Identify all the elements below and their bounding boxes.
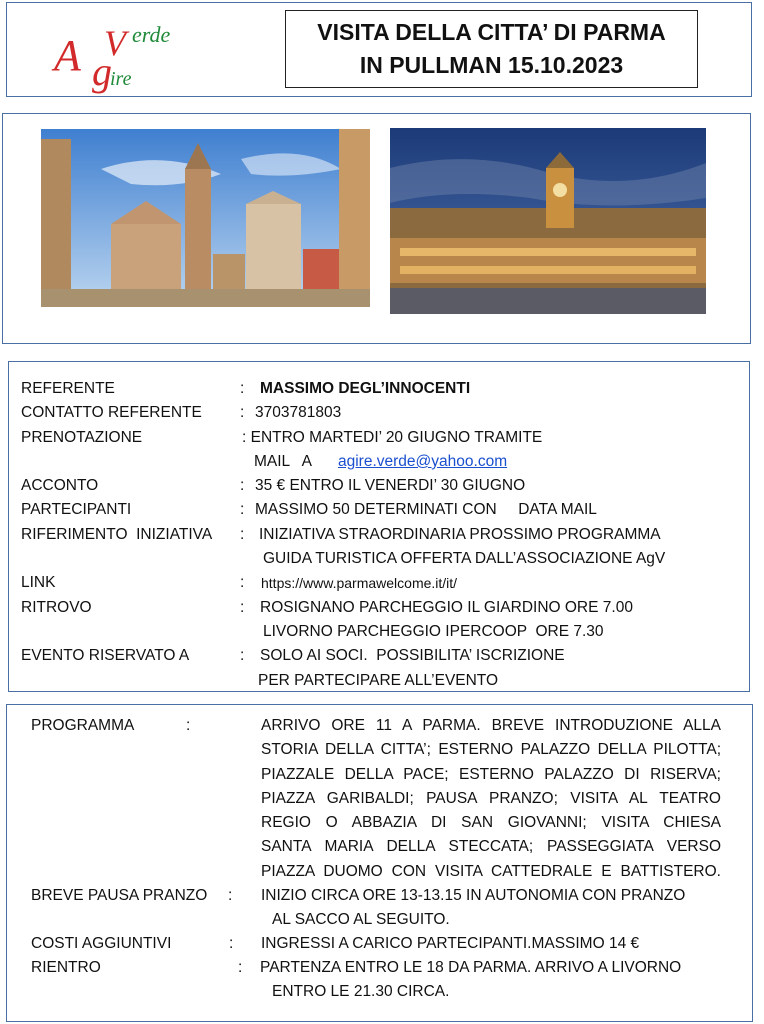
link-value[interactable]: https://www.parmawelcome.it/it/: [261, 575, 458, 592]
ritrovo-line-2: LIVORNO PARCHEGGIO IPERCOOP ORE 7.30: [263, 622, 604, 640]
logo-letter-v: V: [104, 23, 126, 63]
colon: :: [238, 959, 243, 976]
colon: :: [229, 935, 234, 952]
rientro-line-1: PARTENZA ENTRO LE 18 DA PARMA. ARRIVO A LIVORNO: [260, 959, 682, 976]
programma-label: PROGRAMMA: [31, 717, 135, 734]
logo-letter-g: g: [92, 49, 112, 94]
costi-label: COSTI AGGIUNTIVI: [31, 935, 172, 952]
programma-text: [261, 714, 721, 884]
programma-line: STORIA DELLA CITTA’; ESTERNO PALAZZO DELLA PILOTTA;: [261, 741, 721, 759]
title-line-1: VISITA DELLA CITTA’ DI PARMA: [317, 19, 666, 45]
rientro-line-2: ENTRO LE 21.30 CIRCA.: [272, 983, 450, 1000]
costi-value: INGRESSI A CARICO PARTECIPANTI.MASSIMO 14 €: [261, 935, 640, 952]
logo-text-erde: erde: [132, 22, 171, 47]
logo-text-ire: ire: [110, 68, 132, 90]
title-line-2: IN PULLMAN 15.10.2023: [359, 52, 624, 78]
referente-label: REFERENTE: [21, 380, 115, 397]
photo-cathedral-square: [41, 129, 370, 307]
logo-letter-a: A: [54, 31, 81, 80]
riferimento-line-2: GUIDA TURISTICA OFFERTA DALL’ASSOCIAZIONE AgV: [263, 550, 666, 568]
acconto-label: ACCONTO: [21, 477, 99, 495]
programma-line: PIAZZALE DELLA PACE; ESTERNO PALAZZO DI RISERVA;: [261, 765, 721, 783]
pausa-label: BREVE PAUSA PRANZO: [31, 887, 208, 904]
contatto-label: CONTATTO REFERENTE: [21, 404, 202, 422]
programma-line: PIAZZA DUOMO CON VISITA CATTEDRALE E BATTISTERO.: [261, 862, 721, 880]
evento-label: EVENTO RISERVATO A: [21, 647, 190, 665]
acconto-value: 35 € ENTRO IL VENERDI’ 30 GIUGNO: [255, 477, 526, 495]
prenotazione-mail-prefix: MAIL A: [254, 452, 313, 470]
programma-line: REGIO O ABBAZIA DI SAN GIOVANNI; VISITA CHIESA: [261, 814, 721, 832]
evento-line-1: SOLO AI SOCI. POSSIBILITA’ ISCRIZIONE: [260, 647, 565, 665]
colon: :: [186, 717, 191, 734]
rientro-label: RIENTRO: [31, 959, 101, 976]
programma-line: PIAZZA GARIBALDI; PAUSA PRANZO; VISITA AL TEATRO: [261, 789, 721, 807]
ritrovo-label: RITROVO: [21, 598, 92, 616]
colon: :: [240, 380, 245, 397]
prenotazione-label: PRENOTAZIONE: [21, 428, 143, 446]
partecipanti-value: MASSIMO 50 DETERMINATI CON DATA MAIL: [255, 501, 597, 519]
programma-line: SANTA MARIA DELLA STECCATA; PASSEGGIATA VERSO: [261, 838, 721, 856]
colon: :: [240, 501, 245, 519]
colon: :: [240, 477, 245, 495]
programma-line: ARRIVO ORE 11 A PARMA. BREVE INTRODUZIONE ALLA: [261, 717, 721, 734]
partecipanti-label: PARTECIPANTI: [21, 501, 132, 519]
prenotazione-line-1: : ENTRO MARTEDI’ 20 GIUGNO TRAMITE: [242, 428, 543, 446]
photo-garibaldi-square-night: [390, 128, 706, 314]
referente-value: MASSIMO DEGL’INNOCENTI: [260, 380, 471, 397]
riferimento-line-1: INIZIATIVA STRAORDINARIA PROSSIMO PROGRAMMA: [259, 525, 661, 543]
colon: :: [240, 647, 245, 665]
colon: :: [240, 574, 245, 592]
contatto-value: 3703781803: [255, 404, 342, 422]
link-label: LINK: [21, 574, 56, 592]
colon: :: [240, 404, 245, 422]
colon: :: [240, 525, 245, 543]
evento-line-2: PER PARTECIPARE ALL’EVENTO: [258, 671, 499, 689]
agv-logo: [50, 14, 210, 94]
email-link[interactable]: agire.verde@yahoo.com: [338, 452, 508, 470]
event-title: [285, 10, 698, 88]
pausa-line-1: INIZIO CIRCA ORE 13-13.15 IN AUTONOMIA CON PRANZO: [261, 887, 686, 904]
pausa-line-2: AL SACCO AL SEGUITO.: [272, 911, 450, 928]
colon: :: [228, 887, 233, 904]
ritrovo-line-1: ROSIGNANO PARCHEGGIO IL GIARDINO ORE 7.00: [260, 598, 633, 616]
colon: :: [240, 598, 245, 616]
riferimento-label: RIFERIMENTO INIZIATIVA: [21, 525, 213, 543]
